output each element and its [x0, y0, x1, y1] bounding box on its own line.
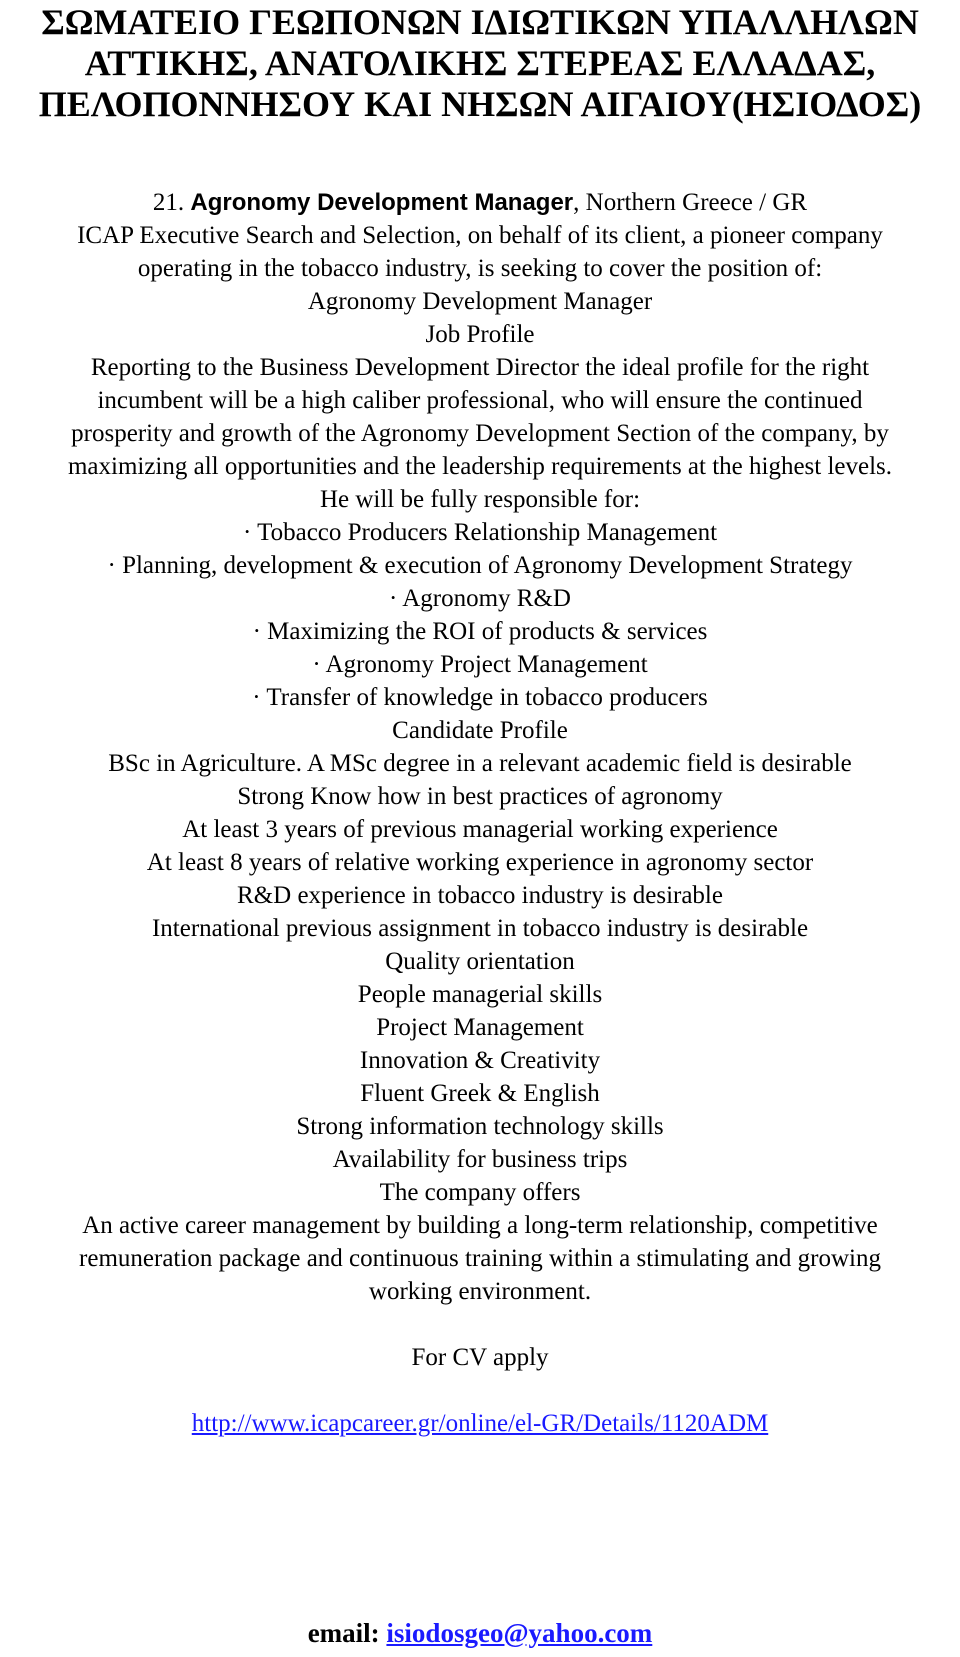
offers-line: working environment.: [368, 1278, 592, 1305]
intro-line: incumbent will be a high caliber professional, who will ensure the continued: [97, 387, 863, 414]
job-location: , Northern Greece / GR: [573, 189, 808, 216]
intro-line: operating in the tobacco industry, is seeking to cover the position of:: [137, 255, 823, 282]
candidate-item: Quality orientation: [385, 948, 575, 975]
intro-line: prosperity and growth of the Agronomy Development Section of the company, by: [71, 420, 889, 447]
candidate-item: Project Management: [376, 1014, 584, 1041]
responsibility-item: · Maximizing the ROI of products & services: [252, 618, 708, 645]
apply-link-row: [0, 1407, 960, 1440]
job-profile-heading: Job Profile: [425, 321, 535, 348]
candidate-profile-heading: Candidate Profile: [392, 717, 568, 744]
responsibility-item: · Tobacco Producers Relationship Management: [242, 519, 718, 546]
candidate-item: R&D experience in tobacco industry is desirable: [237, 882, 723, 909]
candidate-item: People managerial skills: [357, 981, 603, 1008]
apply-link[interactable]: http://www.icapcareer.gr/online/el-GR/Details/1120ADM: [191, 1410, 769, 1437]
position-title: Agronomy Development Manager: [307, 288, 653, 315]
intro-line: Reporting to the Business Development Director the ideal profile for the right: [90, 354, 870, 381]
title-line: ΑΤΤΙΚΗΣ, ΑΝΑΤΟΛΙΚΗΣ ΣΤΕΡΕΑΣ ΕΛΛΑΔΑΣ,: [84, 43, 876, 83]
responsibility-item: · Planning, development & execution of Agronomy Development Strategy: [107, 552, 853, 579]
title-line: ΠΕΛΟΠΟΝΝΗΣΟΥ ΚΑΙ ΝΗΣΩΝ ΑΙΓΑΙΟΥ(ΗΣΙΟΔΟΣ): [38, 84, 922, 124]
candidate-item: BSc in Agriculture. A MSc degree in a relevant academic field is desirable: [108, 750, 852, 777]
apply-text: For CV apply: [411, 1344, 549, 1371]
spacer: [0, 1308, 960, 1341]
intro-line: maximizing all opportunities and the leadership requirements at the highest levels.: [67, 453, 893, 480]
candidate-item: Innovation & Creativity: [359, 1047, 601, 1074]
job-posting: [0, 186, 960, 1440]
candidate-item: At least 8 years of relative working experience in agronomy sector: [146, 849, 814, 876]
candidate-item: Strong information technology skills: [296, 1113, 664, 1140]
candidate-item: Availability for business trips: [332, 1146, 628, 1173]
responsibility-item: · Transfer of knowledge in tobacco producers: [252, 684, 708, 711]
candidate-item: Strong Know how in best practices of agronomy: [237, 783, 723, 810]
job-role: Agronomy Development Manager: [190, 189, 574, 216]
responsibilities-heading: He will be fully responsible for:: [319, 486, 641, 513]
email-label: email:: [307, 1618, 380, 1648]
offers-line: remuneration package and continuous training within a stimulating and growing: [79, 1245, 881, 1272]
candidate-item: International previous assignment in tobacco industry is desirable: [151, 915, 809, 942]
page-title: [0, 2, 960, 125]
offers-line: An active career management by building a long-term relationship, competitive: [82, 1212, 878, 1239]
responsibility-item: · Agronomy Project Management: [312, 651, 648, 678]
candidate-item: At least 3 years of previous managerial working experience: [182, 816, 778, 843]
candidate-item: Fluent Greek & English: [360, 1080, 600, 1107]
spacer: [0, 1374, 960, 1407]
footer-email: [0, 1617, 960, 1649]
job-heading: [0, 186, 960, 219]
job-number: 21.: [152, 189, 185, 216]
email-link[interactable]: isiodosgeo@yahoo.com: [386, 1618, 653, 1648]
title-line: ΣΩΜΑΤΕΙΟ ΓΕΩΠΟΝΩΝ ΙΔΙΩΤΙΚΩΝ ΥΠΑΛΛΗΛΩΝ: [41, 2, 919, 42]
responsibility-item: · Agronomy R&D: [389, 585, 571, 612]
offers-heading: The company offers: [379, 1179, 581, 1206]
intro-line: ICAP Executive Search and Selection, on behalf of its client, a pioneer company: [77, 222, 883, 249]
